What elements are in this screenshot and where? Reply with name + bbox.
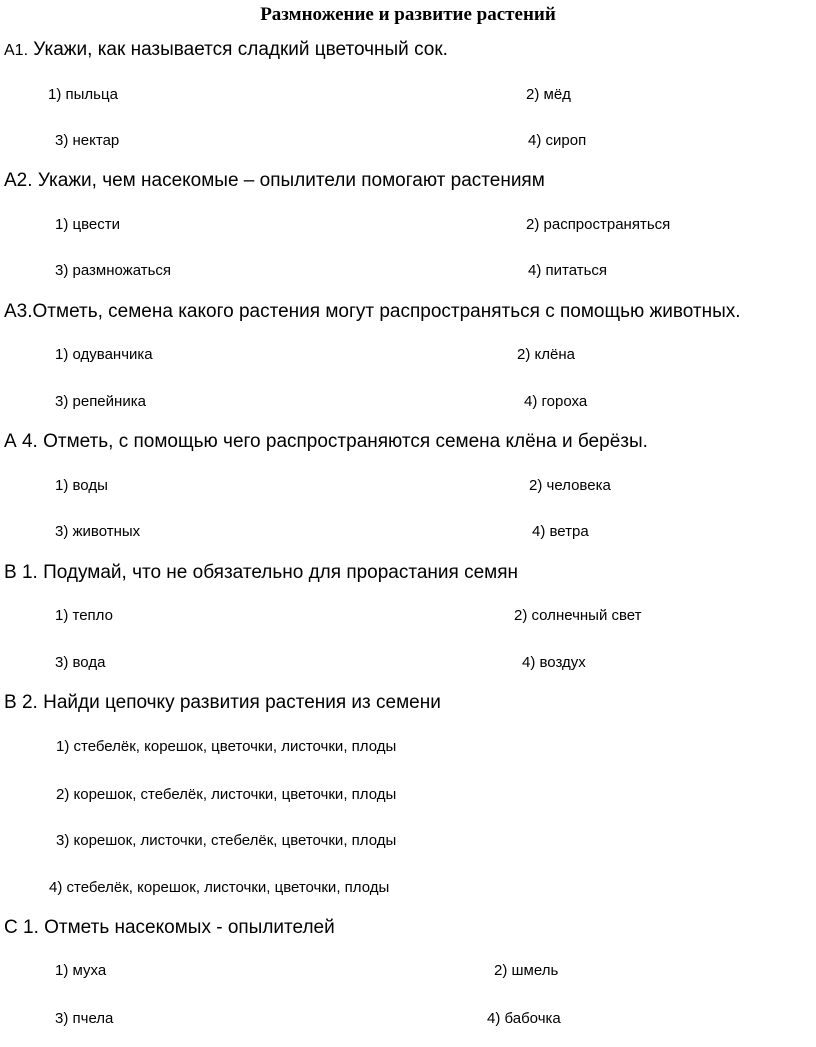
option-a2-2: 2) распространяться bbox=[526, 216, 671, 233]
option-b2-2: 2) корешок, стебелёк, листочки, цветочки, плоды bbox=[56, 786, 397, 803]
option-a2-1: 1) цвести bbox=[55, 216, 120, 233]
option-a1-3: 3) нектар bbox=[55, 132, 120, 149]
question-text: Отметь, семена какого растения могут распространяться с помощью животных. bbox=[32, 301, 741, 322]
option-a1-1: 1) пыльца bbox=[48, 86, 118, 103]
question-text: Подумай, что не обязательно для прорастания семян bbox=[43, 562, 519, 583]
option-c1-3: 3) пчела bbox=[55, 1010, 114, 1027]
question-b2 bbox=[4, 692, 441, 714]
option-b1-2: 2) солнечный свет bbox=[514, 607, 642, 624]
question-label: А 4. bbox=[4, 431, 38, 452]
option-c1-1: 1) муха bbox=[55, 962, 107, 979]
option-a3-2: 2) клёна bbox=[517, 346, 575, 363]
option-c1-4: 4) бабочка bbox=[487, 1010, 561, 1027]
option-a2-4: 4) питаться bbox=[528, 262, 608, 279]
option-b1-3: 3) вода bbox=[55, 654, 106, 671]
option-c1-2: 2) шмель bbox=[494, 962, 559, 979]
question-label: А3. bbox=[4, 301, 33, 322]
question-a3 bbox=[4, 301, 741, 323]
option-b1-1: 1) тепло bbox=[55, 607, 113, 624]
question-text: Отметь насекомых - опылителей bbox=[44, 917, 335, 938]
question-b1 bbox=[4, 562, 518, 584]
option-a1-2: 2) мёд bbox=[526, 86, 571, 103]
option-b2-1: 1) стебелёк, корешок, цветочки, листочки, плоды bbox=[56, 738, 397, 755]
question-a1 bbox=[4, 39, 448, 61]
question-label: А1. bbox=[4, 42, 29, 59]
question-label: В 2. bbox=[4, 692, 38, 713]
question-c1 bbox=[4, 917, 335, 939]
question-text: Укажи, чем насекомые – опылители помогают растениям bbox=[37, 170, 545, 191]
question-a4 bbox=[4, 431, 648, 453]
option-a3-1: 1) одуванчика bbox=[55, 346, 153, 363]
question-text: Укажи, как называется сладкий цветочный сок. bbox=[33, 39, 448, 60]
option-b2-4: 4) стебелёк, корешок, листочки, цветочки, плоды bbox=[49, 879, 390, 896]
question-text: Найди цепочку развития растения из семени bbox=[43, 692, 441, 713]
option-a4-2: 2) человека bbox=[529, 477, 611, 494]
option-a4-4: 4) ветра bbox=[532, 523, 589, 540]
question-label: С 1. bbox=[4, 917, 39, 938]
option-a3-4: 4) гороха bbox=[524, 393, 588, 410]
option-a1-4: 4) сироп bbox=[528, 132, 587, 149]
option-a2-3: 3) размножаться bbox=[55, 262, 172, 279]
question-label: В 1. bbox=[4, 562, 38, 583]
option-b2-3: 3) корешок, листочки, стебелёк, цветочки, плоды bbox=[56, 832, 397, 849]
option-a3-3: 3) репейника bbox=[55, 393, 146, 410]
option-a4-3: 3) животных bbox=[55, 523, 141, 540]
option-b1-4: 4) воздух bbox=[522, 654, 586, 671]
question-a2 bbox=[4, 170, 545, 192]
option-a4-1: 1) воды bbox=[55, 477, 108, 494]
question-text: Отметь, с помощью чего распространяются семена клёна и берёзы. bbox=[43, 431, 648, 452]
question-label: А2. bbox=[4, 170, 33, 191]
page-title: Размножение и развитие растений bbox=[260, 4, 556, 25]
